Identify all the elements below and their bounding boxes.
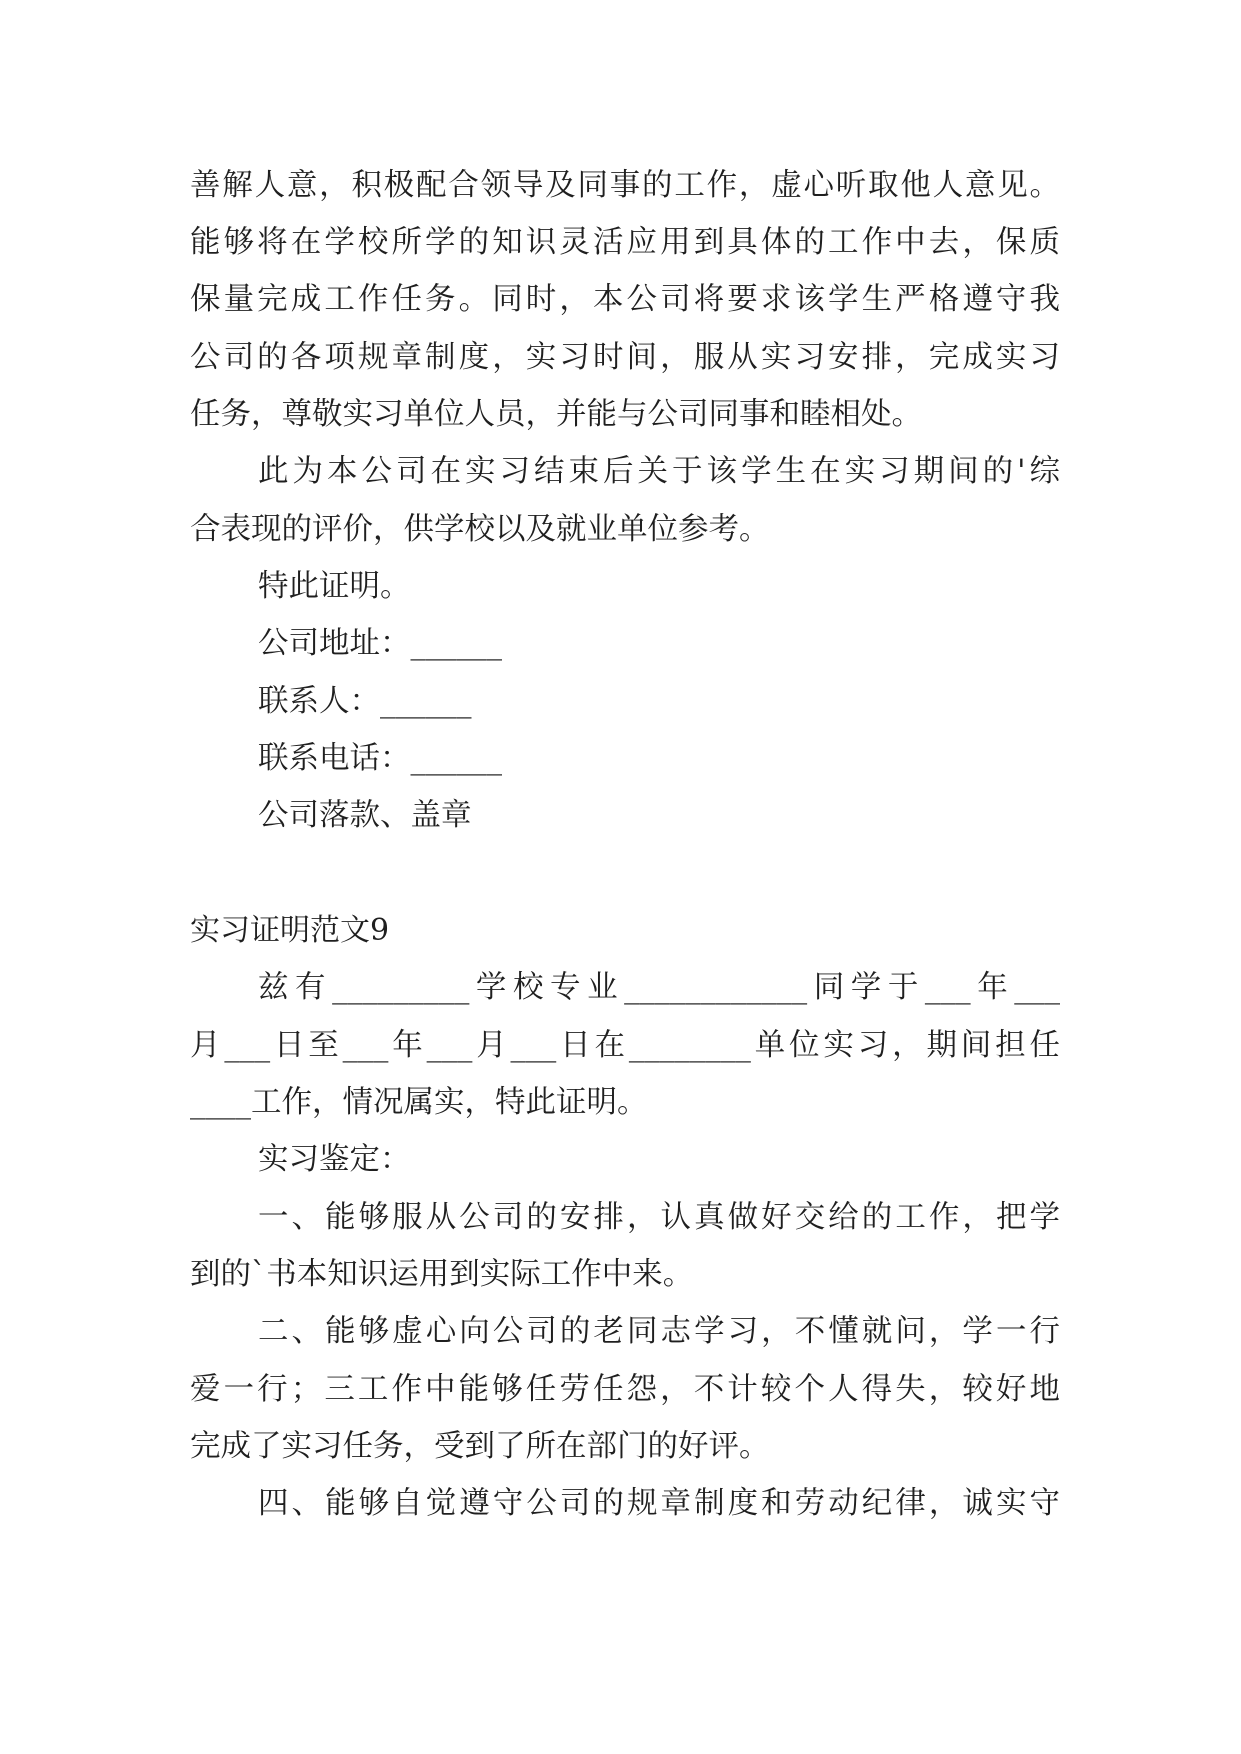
paragraph-line: 兹有_________学校专业____________同学于___年___: [258, 970, 1060, 1005]
paragraph-line: 一、能够服从公司的安排，认真做好交给的工作，把学: [258, 1200, 1060, 1235]
paragraph-line: 合表现的评价，供学校以及就业单位参考。: [190, 512, 770, 547]
certify-line: 特此证明。: [258, 569, 411, 604]
paragraph-line: 善解人意，积极配合领导及同事的工作，虚心听取他人意见。: [190, 168, 1060, 203]
paragraph-line: 保量完成工作任务。同时，本公司将要求该学生严格遵守我: [190, 282, 1060, 317]
paragraph-line: 四、能够自觉遵守公司的规章制度和劳动纪律，诚实守: [258, 1486, 1060, 1521]
paragraph-line: 能够将在学校所学的知识灵活应用到具体的工作中去，保质: [190, 225, 1060, 260]
section-title: 实习证明范文9: [190, 913, 390, 948]
appraisal-heading: 实习鉴定：: [258, 1142, 411, 1177]
company-seal-line: 公司落款、盖章: [258, 798, 472, 833]
paragraph-line: 二、能够虚心向公司的老同志学习，不懂就问，学一行: [258, 1314, 1060, 1349]
paragraph-line: 完成了实习任务，受到了所在部门的好评。: [190, 1429, 770, 1464]
paragraph-line: 公司的各项规章制度，实习时间，服从实习安排，完成实习: [190, 340, 1060, 375]
paragraph-line: ____工作，情况属实，特此证明。: [190, 1085, 648, 1120]
paragraph-line: 此为本公司在实习结束后关于该学生在实习期间的'综: [258, 454, 1060, 489]
paragraph-line: 到的`书本知识运用到实际工作中来。: [190, 1257, 694, 1292]
contact-person-line: 联系人：______: [258, 684, 472, 719]
paragraph-line: 月___日至___年___月___日在________单位实习，期间担任: [190, 1028, 1060, 1063]
paragraph-line: 任务，尊敬实习单位人员，并能与公司同事和睦相处。: [190, 397, 922, 432]
contact-phone-line: 联系电话：______: [258, 741, 502, 776]
paragraph-line: 爱一行；三工作中能够任劳任怨，不计较个人得失，较好地: [190, 1372, 1060, 1407]
company-address-line: 公司地址：______: [258, 626, 502, 661]
